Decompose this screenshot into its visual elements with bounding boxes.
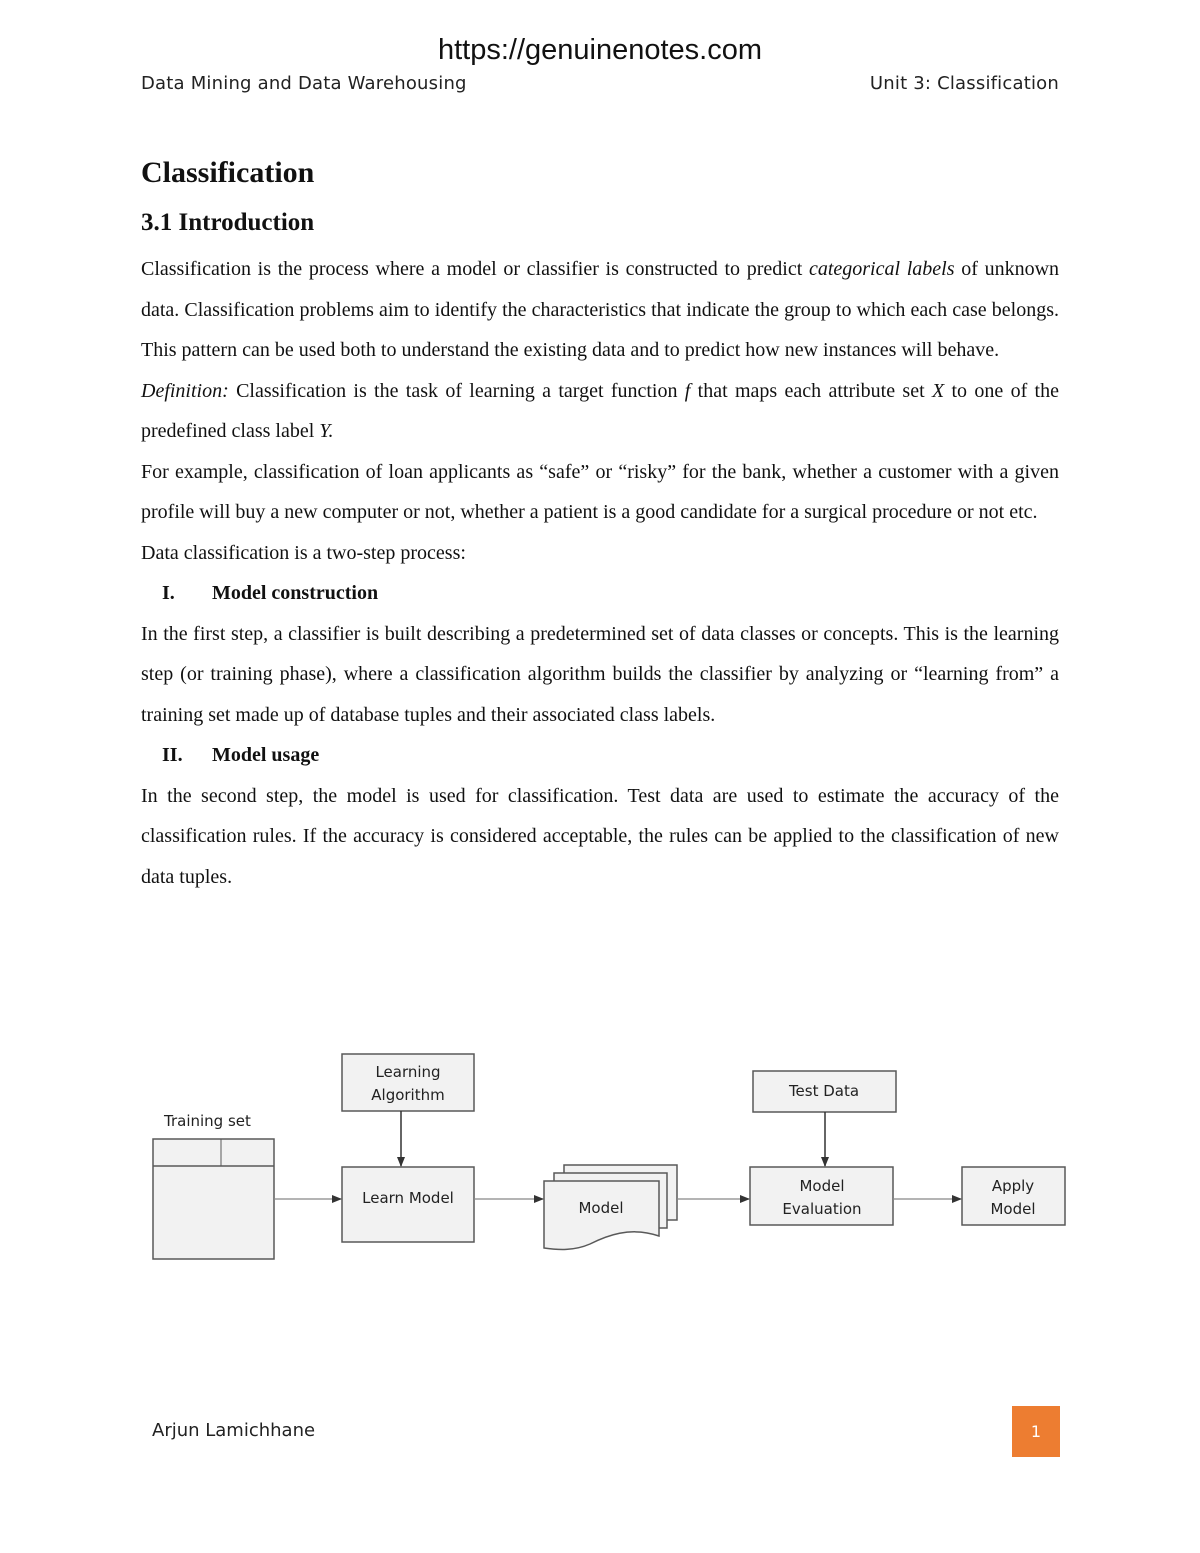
model-document-stack <box>544 1165 677 1249</box>
section-heading: 3.1 Introduction <box>141 209 315 236</box>
svg-text:Evaluation: Evaluation <box>782 1200 862 1218</box>
svg-text:Apply: Apply <box>991 1177 1035 1195</box>
step-heading-1: I. Model construction <box>162 582 379 604</box>
svg-text:Model: Model <box>990 1200 1036 1218</box>
definition-paragraph: Definition: Classification is the task of learning a target function f that maps each attribute set X to one of the predefined class label Y. <box>141 379 1059 442</box>
apply-model-box <box>962 1167 1065 1225</box>
page-number-badge: 1 <box>1012 1406 1060 1457</box>
example-paragraph: For example, classification of loan applicants as “safe” or “risky” for the bank, whether a customer with a given profile will buy a new computer or not, whether a patient is a good candidate for a surgical procedure or not etc. <box>141 460 1059 523</box>
training-set-table <box>153 1139 274 1259</box>
test-data-box <box>753 1071 896 1112</box>
page-content <box>141 150 1059 897</box>
svg-text:Algorithm: Algorithm <box>371 1086 445 1104</box>
intro-paragraph: Classification is the process where a model or classifier is constructed to predict categorical labels of unknown data. Classification problems aim to identify the characteristics that indicate the group to which each case belongs. This pattern can be used both to understand the existing data and to predict how new instances will behave. <box>141 258 1060 361</box>
svg-text:Learning: Learning <box>375 1063 441 1081</box>
header-unit: Unit 3: Classification <box>869 73 1059 94</box>
learn-model-box <box>342 1167 474 1242</box>
svg-text:Learn Model: Learn Model <box>362 1189 454 1207</box>
training-set-label: Training set <box>164 1112 251 1130</box>
svg-text:Test Data: Test Data <box>788 1082 860 1100</box>
site-url[interactable]: https://genuinenotes.com <box>437 34 763 66</box>
step-heading-2: II. Model usage <box>162 744 320 766</box>
step-2-paragraph: In the second step, the model is used for classification. Test data are used to estimate the accuracy of the classification rules. If the accuracy is considered acceptable, the rules can be applied to the classification of new data tuples. <box>141 784 1059 888</box>
svg-text:Model: Model <box>799 1177 845 1195</box>
svg-text:Model: Model <box>578 1199 624 1217</box>
classification-process-diagram <box>0 1030 1200 1270</box>
footer-author: Arjun Lamichhane <box>152 1420 316 1441</box>
header-course: Data Mining and Data Warehousing <box>141 73 467 94</box>
model-evaluation-box <box>750 1167 893 1225</box>
step-1-paragraph: In the first step, a classifier is built describing a predetermined set of data classes or concepts. This is the learning step (or training phase), where a classification algorithm builds the classifier by analyzing or “learning from” a training set made up of database tuples and their associated class labels. <box>141 622 1059 726</box>
learning-algorithm-box <box>342 1054 474 1111</box>
two-step-paragraph: Data classification is a two-step process: <box>141 541 466 564</box>
page-title: Classification <box>141 156 315 189</box>
